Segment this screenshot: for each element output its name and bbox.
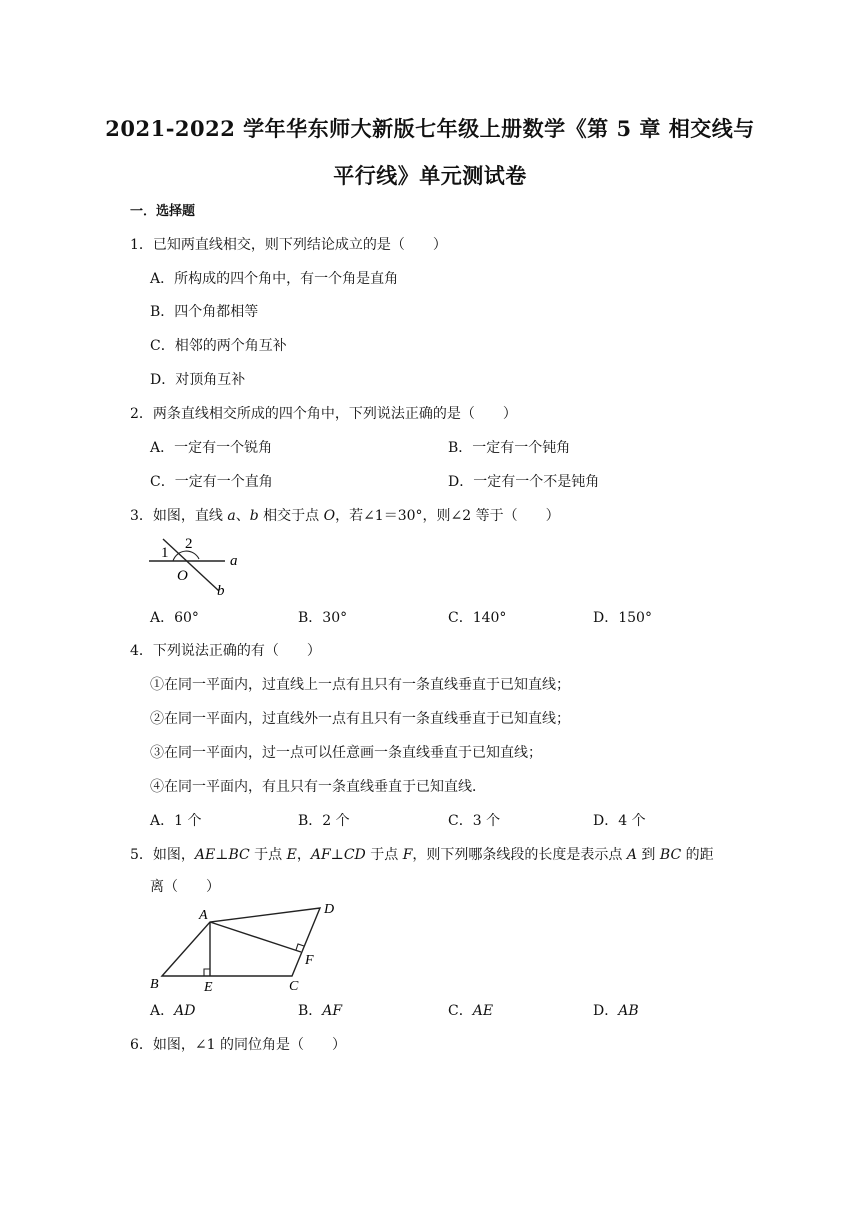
q5-option-d: D．AB [593, 1003, 639, 1019]
q5-figure [146, 900, 346, 996]
q2-option-a: A．一定有一个锐角 [150, 440, 273, 456]
q1-option-b: B．四个角都相等 [150, 304, 259, 320]
point-d-label: D [324, 902, 335, 917]
q5-option-b: B．AF [298, 1003, 343, 1019]
q5-stem: 5．如图，AE⊥BC 于点 E，AF⊥CD 于点 F，则下列哪条线段的长度是表示点 A 到 BC 的距 [130, 847, 714, 863]
q3-option-c: C．140° [448, 610, 507, 626]
q4-option-a: A．1 个 [150, 813, 202, 829]
q5-stem-line-2: 离（ ） [150, 879, 220, 895]
q4-statement-1: ①在同一平面内，过直线上一点有且只有一条直线垂直于已知直线； [150, 677, 570, 693]
line-b-label: b [217, 583, 225, 599]
q3-option-a: A．60° [150, 610, 199, 626]
right-angle-e [204, 969, 210, 976]
q4-statement-4: ④在同一平面内，有且只有一条直线垂直于已知直线． [150, 779, 486, 795]
q4-option-d: D．4 个 [593, 813, 646, 829]
q1-stem: 1．已知两直线相交，则下列结论成立的是（ ） [130, 237, 447, 253]
q1-option-d: D．对顶角互补 [150, 372, 246, 388]
q2-option-b: B．一定有一个钝角 [448, 440, 571, 456]
q5-option-a: A．AD [150, 1003, 196, 1019]
section-heading: 一．选择题 [130, 204, 196, 219]
point-a-label: A [199, 908, 208, 923]
angle-1-label: 1 [161, 545, 169, 561]
point-f-label: F [305, 953, 314, 968]
line-a-label: a [230, 553, 238, 569]
point-e-label: E [204, 980, 213, 995]
q2-option-c: C．一定有一个直角 [150, 474, 273, 490]
q4-statement-2: ②在同一平面内，过直线外一点有且只有一条直线垂直于已知直线； [150, 711, 570, 727]
point-o-label: O [177, 568, 188, 584]
segment-af [210, 922, 301, 952]
q3-stem: 3．如图，直线 a、b 相交于点 O，若∠1＝30°，则∠2 等于（ ） [130, 508, 560, 524]
q5-option-c: C．AE [448, 1003, 494, 1019]
point-b-label: B [150, 977, 159, 992]
q3-option-d: D．150° [593, 610, 652, 626]
point-c-label: C [289, 979, 299, 994]
q3-option-b: B．30° [298, 610, 348, 626]
q4-statement-3: ③在同一平面内，过一点可以任意画一条直线垂直于已知直线； [150, 745, 542, 761]
title-line-1: 2021-2022 学年华东师大新版七年级上册数学《第 5 章 相交线与 [105, 116, 755, 141]
q4-option-c: C．3 个 [448, 813, 501, 829]
q2-option-d: D．一定有一个不是钝角 [448, 474, 600, 490]
q4-option-b: B．2 个 [298, 813, 350, 829]
q6-stem: 6．如图，∠1 的同位角是（ ） [130, 1037, 346, 1053]
title-line-2: 平行线》单元测试卷 [333, 163, 527, 188]
q1-option-a: A．所构成的四个角中，有一个角是直角 [150, 271, 399, 287]
q2-stem: 2．两条直线相交所成的四个角中，下列说法正确的是（ ） [130, 406, 517, 422]
q3-figure [145, 533, 245, 599]
q4-stem: 4．下列说法正确的有（ ） [130, 643, 321, 659]
angle-2-label: 2 [185, 536, 193, 552]
parallelogram-abcd [162, 908, 320, 976]
q1-option-c: C．相邻的两个角互补 [150, 338, 287, 354]
